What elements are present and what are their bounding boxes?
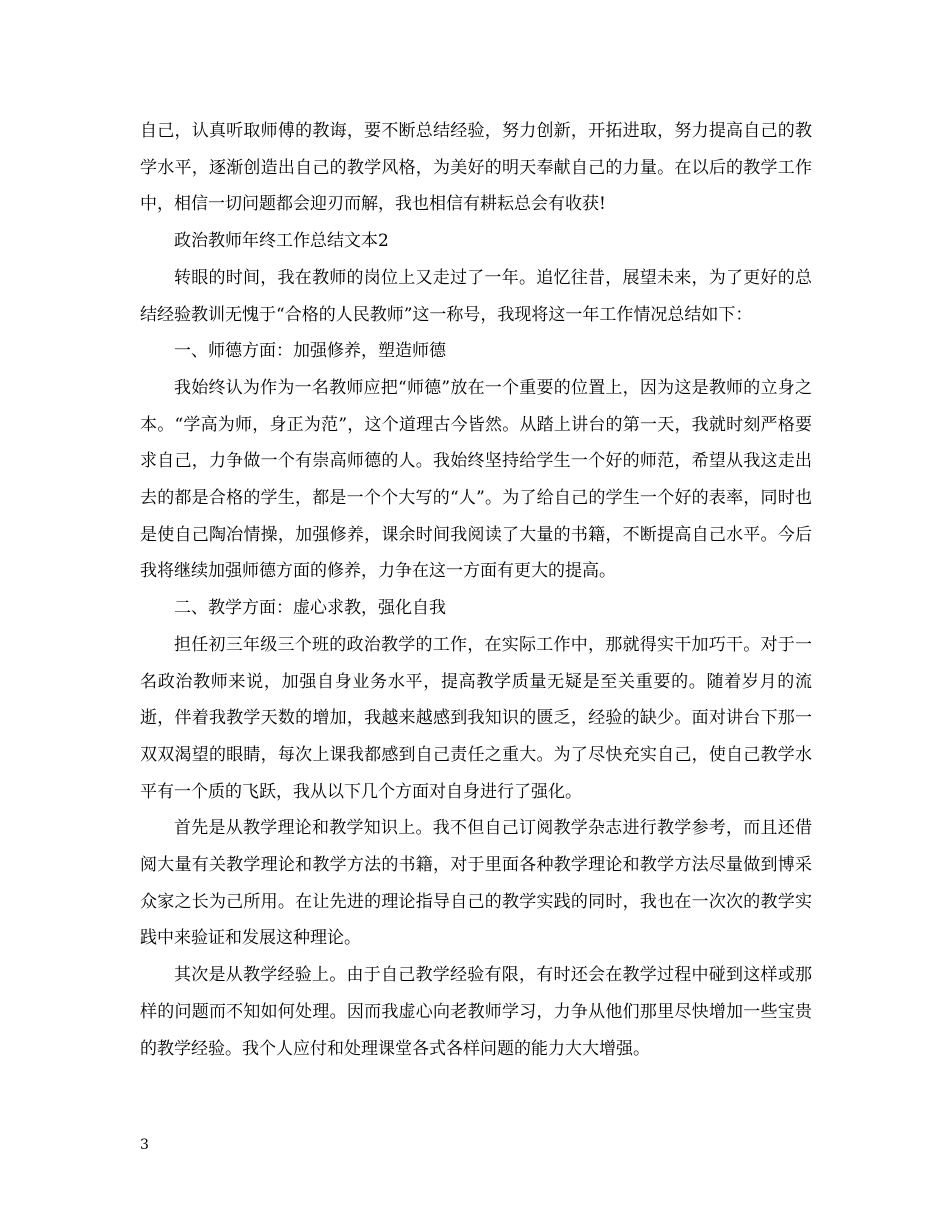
section-title: 政治教师年终工作总结文本2 xyxy=(174,231,389,252)
paragraph-intro: 转眼的时间，我在教师的岗位上又走过了一年。追忆往昔，展望未来，为了更好的总结经验教训无愧于“合格的人民教师”这一称号，我现将这一年工作情况总结如下： xyxy=(140,267,812,325)
paragraph-experience: 其次是从教学经验上。由于自己教学经验有限，有时还会在教学过程中碰到这样或那样的问题而不知如何处理。因而我虚心向老教师学习，力争从他们那里尽快增加一些宝贵的教学经验。我个人应付和处理课堂各式各样问题的能力大大增强。 xyxy=(140,965,812,1059)
paragraph-teaching: 担任初三年级三个班的政治教学的工作，在实际工作中，那就得实干加巧干。对于一名政治教师来说，加强自身业务水平，提高教学质量无疑是至关重要的。随着岁月的流逝，伴着我教学天数的增加，我越来越感到我知识的匮乏，经验的缺少。面对讲台下那一双双渴望的眼睛，每次上课我都感到自己责任之重大。为了尽快充实自己，使自己教学水平有一个质的飞跃，我从以下几个方面对自身进行了强化。 xyxy=(140,634,812,802)
heading-ethics: 一、师德方面：加强修养，塑造师德 xyxy=(174,341,446,362)
paragraph-theory: 首先是从教学理论和教学知识上。我不但自己订阅教学杂志进行教学参考，而且还借阅大量有关教学理论和教学方法的书籍，对于里面各种教学理论和教学方法尽量做到博采众家之长为己所用。在让先进的理论指导自己的教学实践的同时，我也在一次次的教学实践中来验证和发展这种理论。 xyxy=(140,818,812,949)
paragraph-ethics: 我始终认为作为一名教师应把“师德”放在一个重要的位置上，因为这是教师的立身之本。“学高为师，身正为范”，这个道理古今皆然。从踏上讲台的第一天，我就时刻严格要求自己，力争做一个有崇高师德的人。我始终坚持给学生一个好的师范，希望从我这走出去的都是合格的学生，都是一个个大写的“人”。为了给自己的学生一个好的表率，同时也是使自己陶冶情操，加强修养，课余时间我阅读了大量的书籍，不断提高自己水平。今后我将继续加强师德方面的修养，力争在这一方面有更大的提高。 xyxy=(140,377,812,582)
paragraph-continuation: 自己，认真听取师傅的教诲，要不断总结经验，努力创新，开拓进取，努力提高自己的教学水平，逐渐创造出自己的教学风格，为美好的明天奉献自己的力量。在以后的教学工作中，相信一切问题都会迎刃而解，我也相信有耕耘总会有收获! xyxy=(140,121,812,215)
document-body xyxy=(140,113,812,1067)
page-number: 3 xyxy=(140,1137,149,1153)
heading-teaching: 二、教学方面：虚心求教，强化自我 xyxy=(174,598,446,619)
